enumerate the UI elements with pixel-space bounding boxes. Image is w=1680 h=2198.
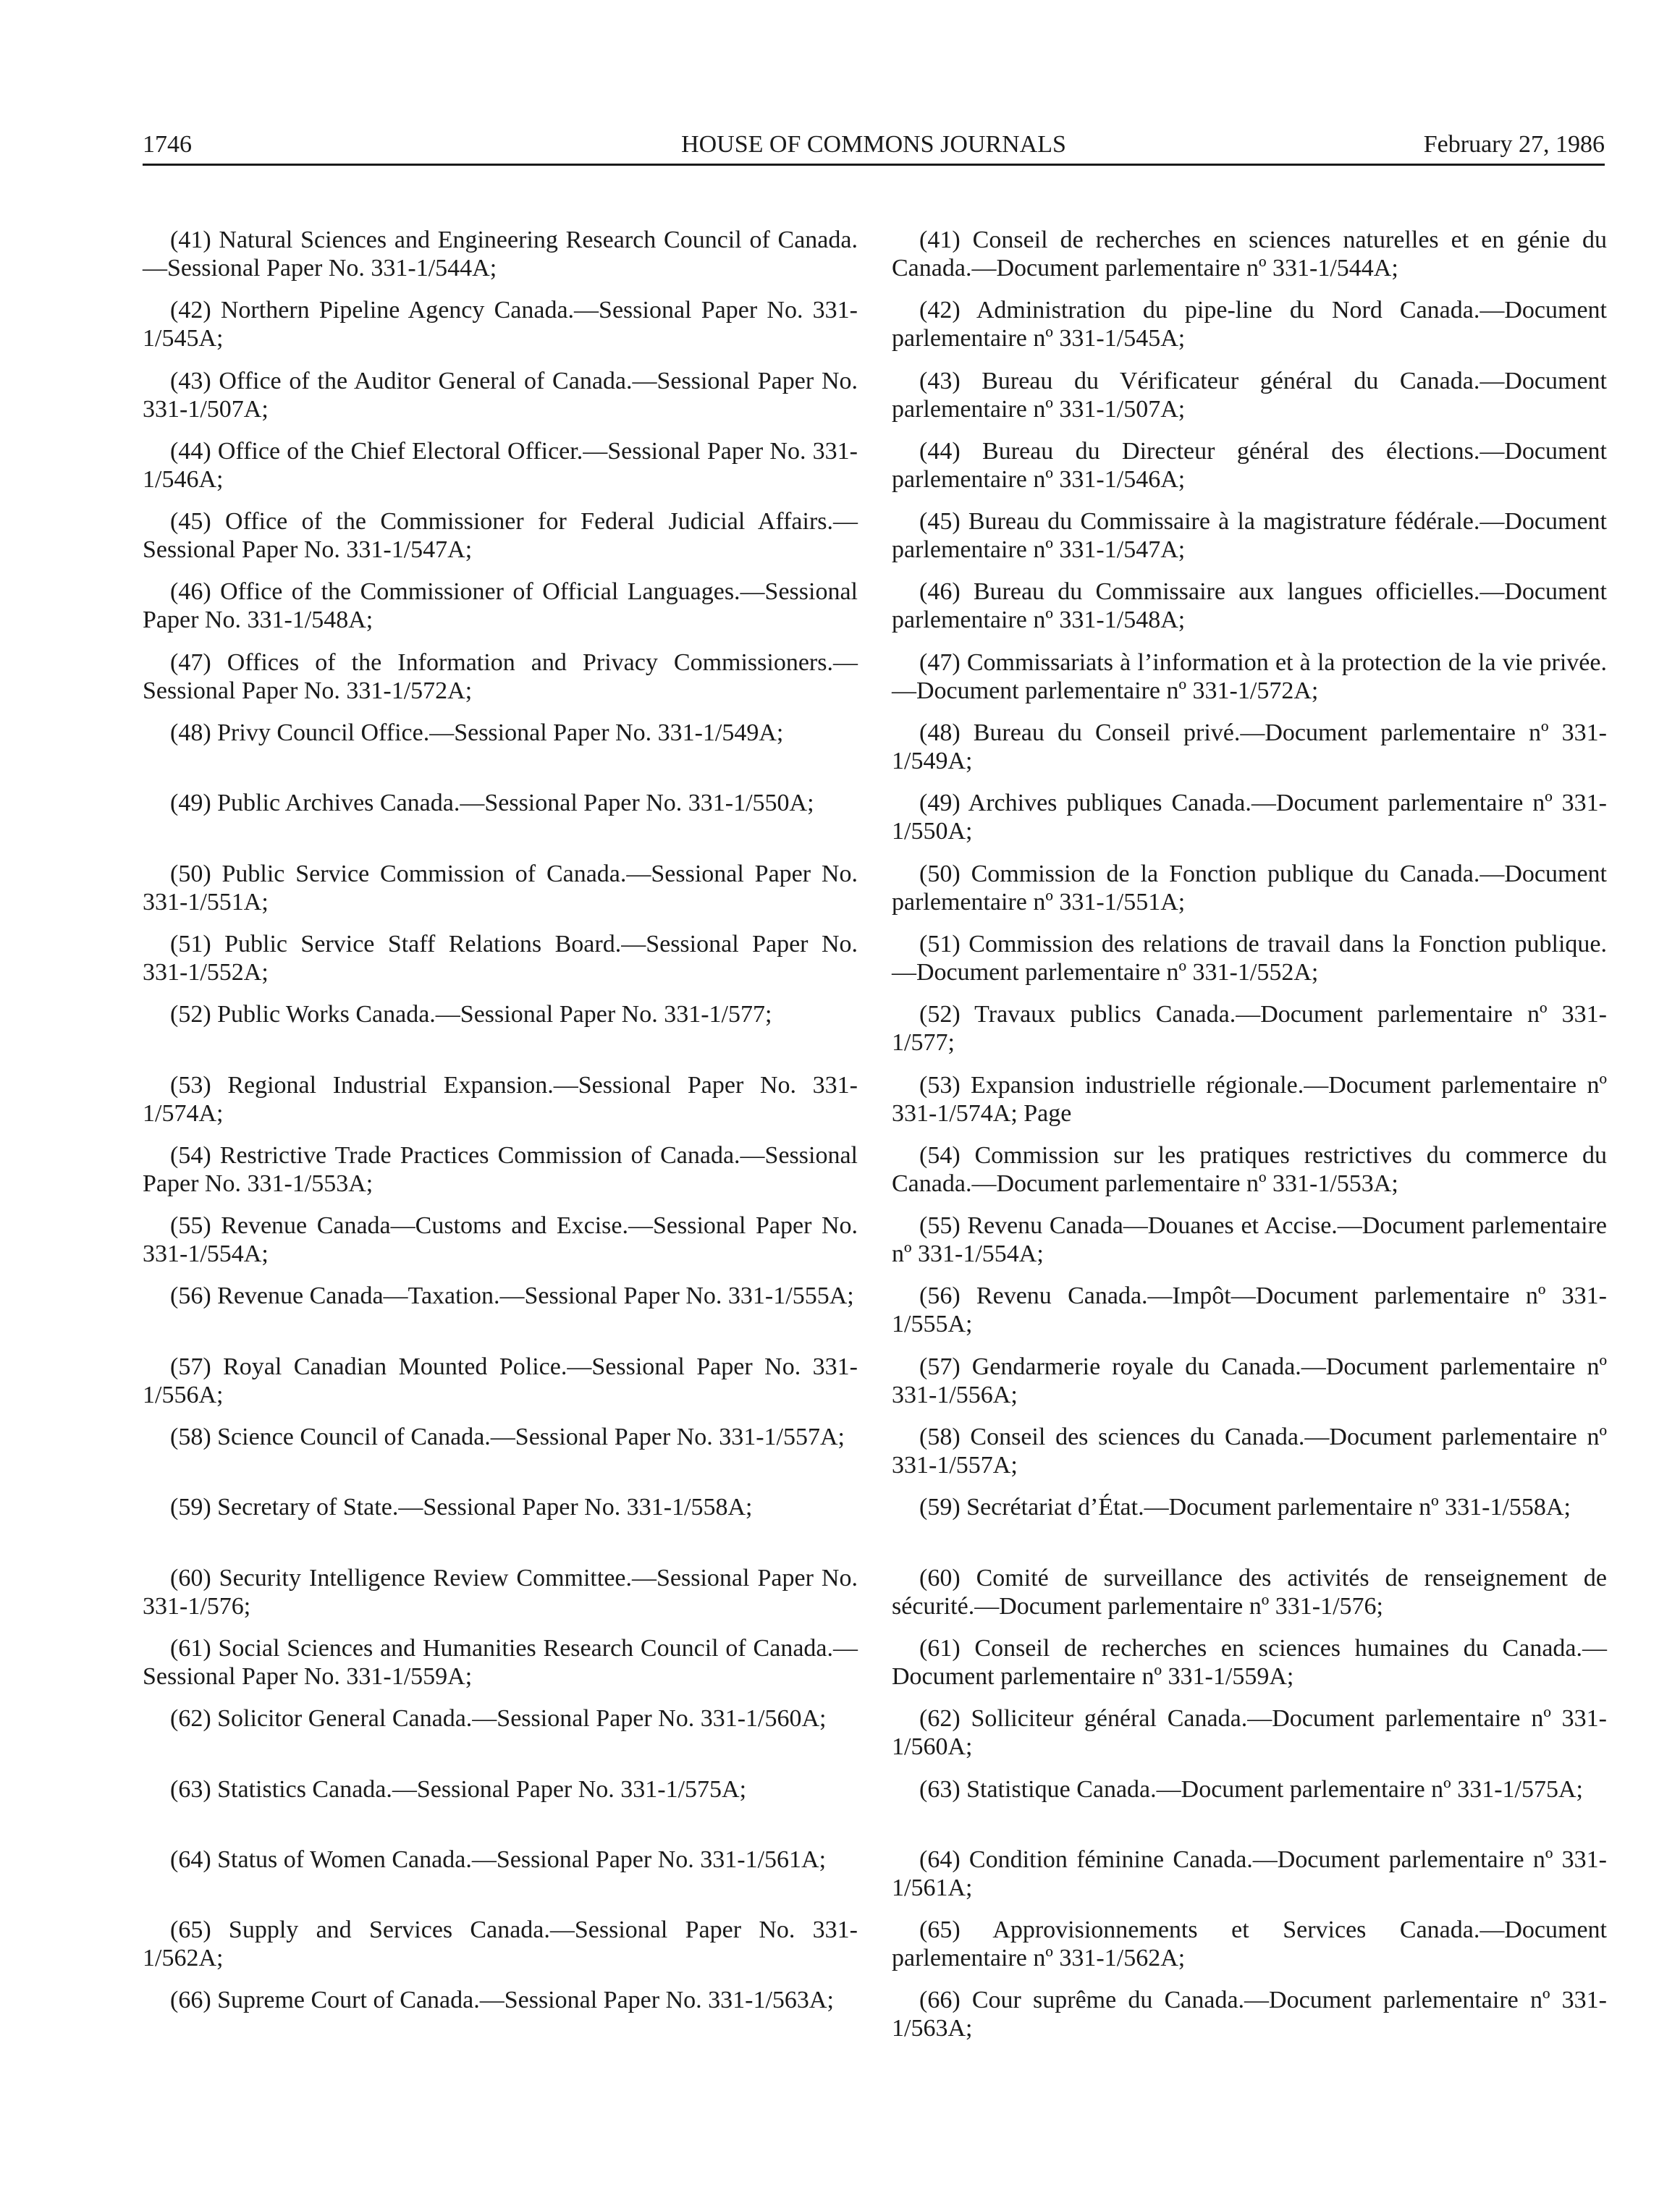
english-entry: (42) Northern Pipeline Agency Canada.—Sessional Paper No. 331-1/545A; <box>143 297 858 352</box>
english-entry: (44) Office of the Chief Electoral Officer.—Sessional Paper No. 331-1/546A; <box>143 437 858 493</box>
page-date: February 27, 1986 <box>1423 131 1605 158</box>
english-entry: (52) Public Works Canada.—Sessional Paper No. 331-1/577; <box>170 1001 772 1028</box>
english-entry: (43) Office of the Auditor General of Canada.—Sessional Paper No. 331-1/507A; <box>143 367 858 423</box>
english-entry: (51) Public Service Staff Relations Board.—Sessional Paper No. 331-1/552A; <box>143 930 858 986</box>
english-entry: (46) Office of the Commissioner of Official Languages.—Sessional Paper No. 331-1/548A; <box>143 578 858 634</box>
english-entry: (59) Secretary of State.—Sessional Paper No. 331-1/558A; <box>170 1494 753 1521</box>
english-entry: (53) Regional Industrial Expansion.—Sessional Paper No. 331-1/574A; <box>143 1071 858 1127</box>
french-entry: (42) Administration du pipe-line du Nord Canada.—Document parlementaire nº 331-1/545A; <box>892 297 1607 352</box>
french-entry: (52) Travaux publics Canada.—Document parlementaire nº 331-1/577; <box>892 1001 1607 1057</box>
english-entry: (56) Revenue Canada—Taxation.—Sessional Paper No. 331-1/555A; <box>170 1282 854 1310</box>
english-entry: (49) Public Archives Canada.—Sessional Paper No. 331-1/550A; <box>170 790 814 817</box>
english-entry: (55) Revenue Canada—Customs and Excise.—Sessional Paper No. 331-1/554A; <box>143 1212 858 1268</box>
english-entry: (61) Social Sciences and Humanities Research Council of Canada.—Sessional Paper No. 331-1/559A; <box>143 1634 858 1690</box>
french-column <box>892 226 1607 2057</box>
english-entry: (64) Status of Women Canada.—Sessional Paper No. 331-1/561A; <box>170 1846 827 1873</box>
english-entry: (65) Supply and Services Canada.—Sessional Paper No. 331-1/562A; <box>143 1916 858 1972</box>
french-entry: (55) Revenu Canada—Douanes et Accise.—Document parlementaire nº 331-1/554A; <box>892 1212 1607 1268</box>
english-entry: (57) Royal Canadian Mounted Police.—Sessional Paper No. 331-1/556A; <box>143 1353 858 1408</box>
french-entry: (57) Gendarmerie royale du Canada.—Document parlementaire nº 331-1/556A; <box>892 1353 1607 1408</box>
french-entry: (46) Bureau du Commissaire aux langues officielles.—Document parlementaire nº 331-1/548A; <box>892 578 1607 634</box>
english-entry: (45) Office of the Commissioner for Federal Judicial Affairs.—Sessional Paper No. 331-1/547A; <box>143 508 858 564</box>
french-entry: (59) Secrétariat d’État.—Document parlementaire nº 331-1/558A; <box>919 1494 1571 1521</box>
french-entry: (65) Approvisionnements et Services Canada.—Document parlementaire nº 331-1/562A; <box>892 1916 1607 1972</box>
english-entry: (50) Public Service Commission of Canada.—Sessional Paper No. 331-1/551A; <box>143 860 858 916</box>
english-entry: (63) Statistics Canada.—Sessional Paper No. 331-1/575A; <box>170 1775 747 1803</box>
french-entry: (58) Conseil des sciences du Canada.—Document parlementaire nº 331-1/557A; <box>892 1424 1607 1479</box>
french-entry: (47) Commissariats à l’information et à la protection de la vie privée.—Document parlementaire nº 331-1/572A; <box>892 648 1607 704</box>
english-entry: (60) Security Intelligence Review Committee.—Sessional Paper No. 331-1/576; <box>143 1564 858 1620</box>
french-entry: (44) Bureau du Directeur général des élections.—Document parlementaire nº 331-1/546A; <box>892 437 1607 493</box>
french-entry: (51) Commission des relations de travail dans la Fonction publique.—Document parlementaire nº 331-1/552A; <box>892 930 1607 986</box>
page-header <box>143 129 1605 166</box>
english-entry: (47) Offices of the Information and Privacy Commissioners.—Sessional Paper No. 331-1/572A; <box>143 648 858 704</box>
english-entry: (41) Natural Sciences and Engineering Research Council of Canada.—Sessional Paper No. 331-1/544A; <box>143 227 858 282</box>
french-entry: (41) Conseil de recherches en sciences naturelles et en génie du Canada.—Document parlementaire nº 331-1/544A; <box>892 227 1607 282</box>
french-entry: (48) Bureau du Conseil privé.—Document parlementaire nº 331-1/549A; <box>892 719 1607 775</box>
french-entry: (61) Conseil de recherches en sciences humaines du Canada.—Document parlementaire nº 331-1/559A; <box>892 1634 1607 1690</box>
french-entry: (64) Condition féminine Canada.—Document parlementaire nº 331-1/561A; <box>892 1846 1607 1901</box>
english-entry: (66) Supreme Court of Canada.—Sessional Paper No. 331-1/563A; <box>170 1987 834 2014</box>
journal-title: HOUSE OF COMMONS JOURNALS <box>681 131 1066 158</box>
french-entry: (45) Bureau du Commissaire à la magistrature fédérale.—Document parlementaire nº 331-1/547A; <box>892 508 1607 564</box>
french-entry: (53) Expansion industrielle régionale.—Document parlementaire nº 331-1/574A; Page <box>892 1071 1607 1127</box>
french-entry: (50) Commission de la Fonction publique du Canada.—Document parlementaire nº 331-1/551A; <box>892 860 1607 916</box>
french-entry: (56) Revenu Canada.—Impôt—Document parlementaire nº 331-1/555A; <box>892 1282 1607 1338</box>
english-entry: (48) Privy Council Office.—Sessional Paper No. 331-1/549A; <box>170 719 784 747</box>
english-entry: (58) Science Council of Canada.—Sessional Paper No. 331-1/557A; <box>170 1424 845 1451</box>
french-entry: (43) Bureau du Vérificateur général du Canada.—Document parlementaire nº 331-1/507A; <box>892 367 1607 423</box>
french-entry: (49) Archives publiques Canada.—Document parlementaire nº 331-1/550A; <box>892 790 1607 845</box>
english-column <box>143 226 858 2057</box>
english-entry: (54) Restrictive Trade Practices Commission of Canada.—Sessional Paper No. 331-1/553A; <box>143 1141 858 1197</box>
french-entry: (60) Comité de surveillance des activités de renseignement de sécurité.—Document parlementaire nº 331-1/576; <box>892 1564 1607 1620</box>
french-entry: (63) Statistique Canada.—Document parlementaire nº 331-1/575A; <box>919 1775 1583 1803</box>
english-entry: (62) Solicitor General Canada.—Sessional Paper No. 331-1/560A; <box>170 1705 827 1733</box>
french-entry: (66) Cour suprême du Canada.—Document parlementaire nº 331-1/563A; <box>892 1987 1607 2042</box>
page-number: 1746 <box>143 131 192 158</box>
french-entry: (62) Solliciteur général Canada.—Document parlementaire nº 331-1/560A; <box>892 1705 1607 1761</box>
french-entry: (54) Commission sur les pratiques restrictives du commerce du Canada.—Document parlementaire nº 331-1/553A; <box>892 1141 1607 1197</box>
